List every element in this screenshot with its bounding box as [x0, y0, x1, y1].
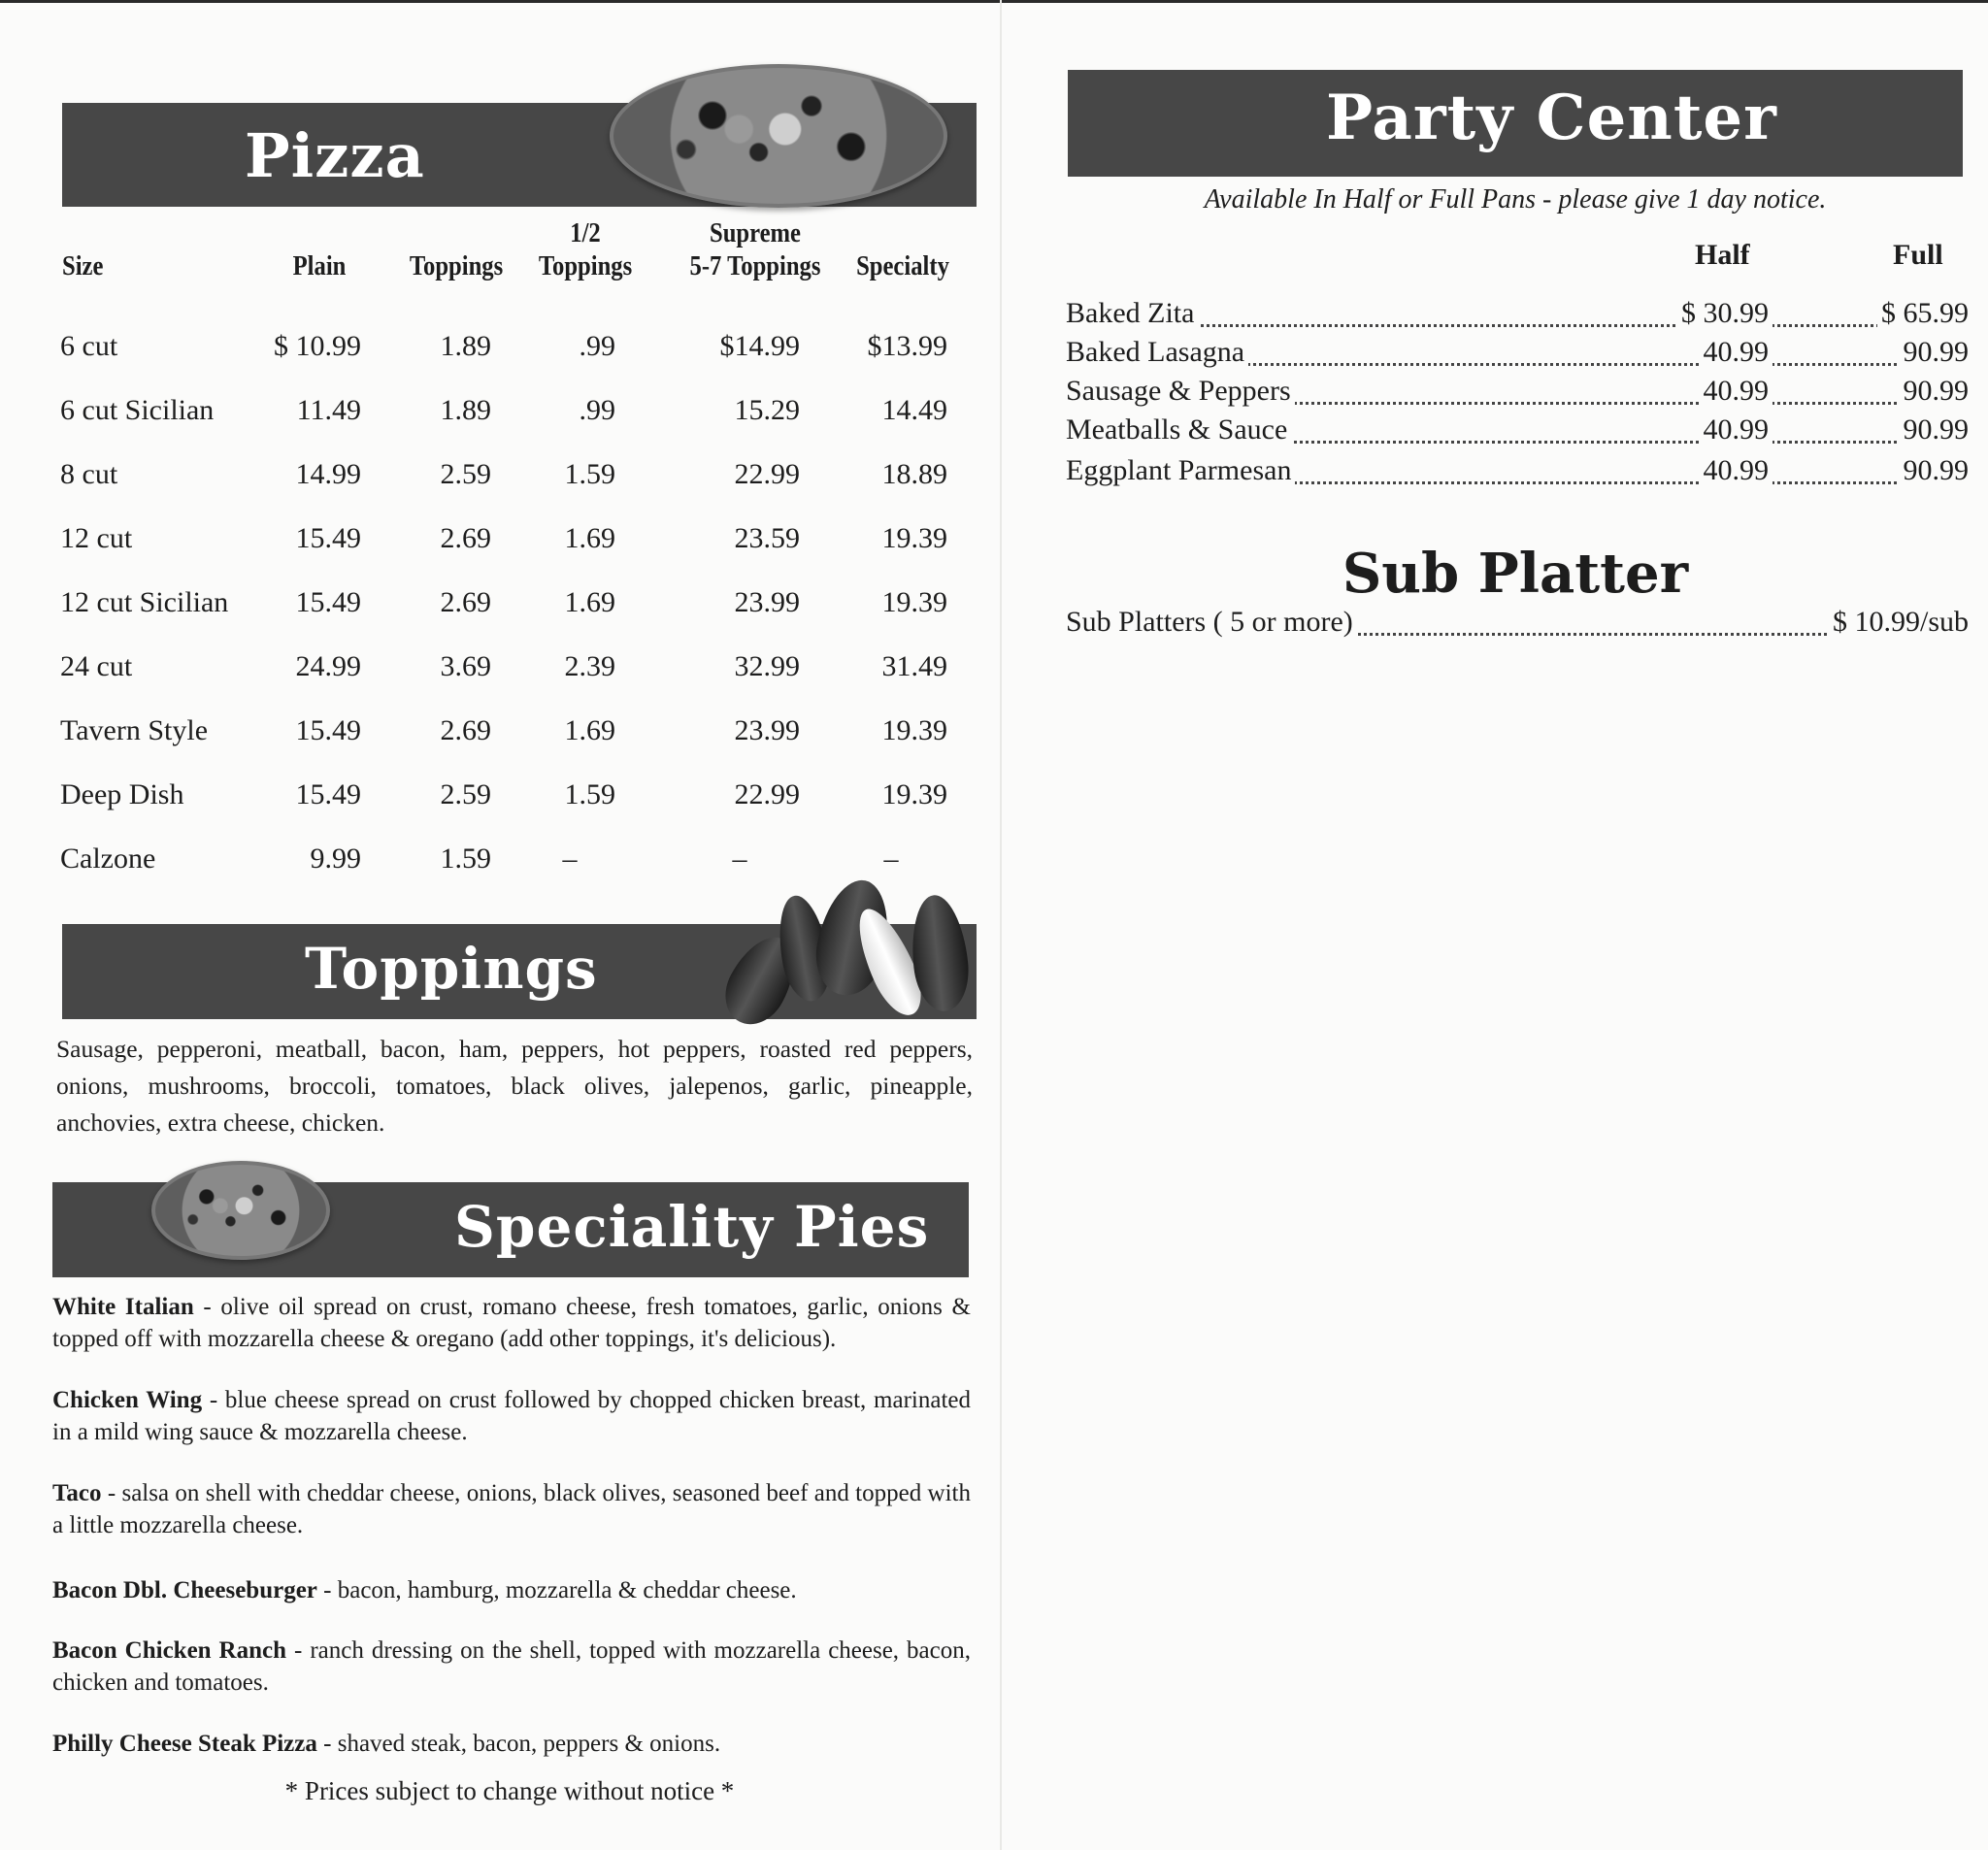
- cell-size: 12 cut: [60, 522, 133, 554]
- cell-plain: $ 10.99: [274, 330, 361, 362]
- sub-platter-title: Sub Platter: [1342, 542, 1689, 606]
- cell-toppings: 2.59: [440, 778, 491, 810]
- pie-bacon-chicken-ranch: [52, 1635, 971, 1699]
- party-item-full-price: 90.99: [1900, 375, 1970, 408]
- party-item-eggplant-parmesan: [1066, 454, 1969, 493]
- cell-size: Tavern Style: [60, 714, 209, 746]
- col-head-plain: Plain: [292, 251, 347, 281]
- party-item-half-price: 40.99: [1700, 454, 1773, 487]
- menu-fold: [1000, 0, 1002, 1850]
- speciality-pizza-icon: [151, 1161, 330, 1260]
- party-item-name: Baked Zita: [1066, 297, 1198, 330]
- pie-desc: - blue cheese spread on crust followed by chopped chicken breast, marinated in a mild wing sauce & mozzarella cheese.: [52, 1387, 971, 1445]
- pizza-title: Pizza: [245, 120, 425, 191]
- pizza-photo-icon: [610, 64, 947, 208]
- cell-plain: 15.49: [295, 522, 361, 554]
- party-item-full-price: 90.99: [1900, 413, 1970, 446]
- speciality-title: Speciality Pies: [454, 1194, 930, 1260]
- cell-size: 12 cut Sicilian: [60, 586, 229, 618]
- pie-desc: - shaved steak, bacon, peppers & onions.: [316, 1731, 721, 1757]
- cell-plain: 9.99: [310, 842, 361, 875]
- cell-supreme: 23.59: [734, 522, 800, 554]
- party-col-half: Half: [1695, 239, 1750, 271]
- cell-half-toppings: .99: [579, 394, 615, 426]
- cell-supreme: 22.99: [734, 778, 800, 810]
- page-top-edge: [0, 0, 1988, 3]
- pie-name: Philly Cheese Steak Pizza: [52, 1731, 317, 1757]
- col-head-half-toppings-line1: 1/2: [570, 218, 601, 248]
- peppers-photo-icon: [722, 875, 982, 1029]
- cell-specialty: 19.39: [881, 522, 947, 554]
- party-item-full-price: $ 65.99: [1877, 297, 1969, 330]
- party-item-half-price: $ 30.99: [1677, 297, 1773, 330]
- pie-white-italian: [52, 1291, 971, 1355]
- cell-half-toppings: 1.69: [564, 522, 615, 554]
- party-item-half-price: 40.99: [1700, 336, 1773, 369]
- party-item-name: Sausage & Peppers: [1066, 375, 1295, 408]
- cell-toppings: 1.89: [440, 394, 491, 426]
- cell-half-toppings: 1.69: [564, 586, 615, 618]
- pie-name: Chicken Wing: [52, 1387, 203, 1413]
- cell-half-toppings: 1.59: [564, 458, 615, 490]
- pie-desc: - salsa on shell with cheddar cheese, onions, black olives, seasoned beef and topped with a little mozzarella cheese.: [52, 1480, 971, 1538]
- party-col-full: Full: [1893, 239, 1943, 271]
- party-center-title: Party Center: [1326, 82, 1777, 154]
- col-head-half-toppings-line2: Toppings: [538, 251, 633, 281]
- col-head-specialty: Specialty: [856, 251, 949, 281]
- party-item-half-price: 40.99: [1700, 375, 1773, 408]
- party-center-note: Available In Half or Full Pans - please give 1 day notice.: [1204, 184, 1827, 215]
- sub-platter-name: Sub Platters ( 5 or more): [1066, 606, 1357, 639]
- cell-plain: 15.49: [295, 714, 361, 746]
- cell-supreme: 22.99: [734, 458, 800, 490]
- cell-half-toppings: 2.39: [564, 650, 615, 682]
- party-item-name: Eggplant Parmesan: [1066, 454, 1295, 487]
- party-item-baked-lasagna: [1066, 336, 1969, 375]
- cell-supreme: 23.99: [734, 586, 800, 618]
- cell-toppings: 2.69: [440, 522, 491, 554]
- party-item-name: Baked Lasagna: [1066, 336, 1248, 369]
- cell-supreme: –: [732, 842, 747, 875]
- cell-specialty: 31.49: [881, 650, 947, 682]
- cell-specialty: 14.49: [881, 394, 947, 426]
- cell-size: Calzone: [60, 842, 156, 875]
- cell-size: 6 cut: [60, 330, 118, 362]
- cell-supreme: 15.29: [734, 394, 800, 426]
- party-center-header-band: [1068, 70, 1963, 177]
- cell-specialty: $13.99: [867, 330, 947, 362]
- toppings-title: Toppings: [305, 936, 598, 1002]
- toppings-list: Sausage, pepperoni, meatball, bacon, ham, peppers, hot peppers, roasted red peppers, onions, mushrooms, broccoli, tomatoes, black olives, jalepenos, garlic, pineapple, anchovies, extra cheese, chicken.: [56, 1035, 973, 1137]
- pie-desc: - olive oil spread on crust, romano cheese, fresh tomatoes, garlic, onions & topped off with mozzarella cheese & oregano (add other toppings, it's delicious).: [52, 1294, 972, 1352]
- cell-specialty: 19.39: [881, 778, 947, 810]
- cell-supreme: 23.99: [734, 714, 800, 746]
- col-head-toppings: Toppings: [409, 251, 504, 281]
- cell-supreme: 32.99: [734, 650, 800, 682]
- pie-bacon-dbl-cheeseburger: [52, 1574, 971, 1606]
- pie-name: Bacon Dbl. Cheeseburger: [52, 1577, 317, 1603]
- cell-toppings: 2.59: [440, 458, 491, 490]
- cell-specialty: 19.39: [881, 714, 947, 746]
- party-item-meatballs-sauce: [1066, 413, 1969, 452]
- party-item-full-price: 90.99: [1900, 454, 1970, 487]
- cell-plain: 14.99: [295, 458, 361, 490]
- party-item-sausage-peppers: [1066, 375, 1969, 413]
- cell-specialty: 19.39: [881, 586, 947, 618]
- cell-half-toppings: 1.59: [564, 778, 615, 810]
- pie-taco: [52, 1477, 971, 1541]
- cell-plain: 11.49: [296, 394, 361, 426]
- pie-name: Taco: [52, 1480, 102, 1506]
- cell-half-toppings: –: [562, 842, 578, 875]
- col-head-size: Size: [62, 251, 104, 281]
- sub-platter-item: [1066, 606, 1969, 644]
- cell-toppings: 2.69: [440, 714, 491, 746]
- cell-size: Deep Dish: [60, 778, 184, 810]
- cell-size: 6 cut Sicilian: [60, 394, 215, 426]
- cell-plain: 15.49: [295, 778, 361, 810]
- cell-specialty: 18.89: [881, 458, 947, 490]
- party-item-full-price: 90.99: [1900, 336, 1970, 369]
- party-item-half-price: 40.99: [1700, 413, 1773, 446]
- cell-toppings: 1.89: [440, 330, 491, 362]
- cell-toppings: 1.59: [440, 842, 491, 875]
- pie-desc: - bacon, hamburg, mozzarella & cheddar cheese.: [316, 1577, 797, 1603]
- col-head-supreme-line1: Supreme: [709, 218, 801, 248]
- cell-toppings: 3.69: [440, 650, 491, 682]
- sub-platter-price: $ 10.99/sub: [1829, 606, 1969, 639]
- price-change-note: * Prices subject to change without notice *: [284, 1776, 735, 1805]
- col-head-supreme-line2: 5-7 Toppings: [689, 251, 821, 281]
- cell-half-toppings: 1.69: [564, 714, 615, 746]
- cell-plain: 24.99: [295, 650, 361, 682]
- cell-toppings: 2.69: [440, 586, 491, 618]
- cell-size: 8 cut: [60, 458, 118, 490]
- party-item-name: Meatballs & Sauce: [1066, 413, 1291, 446]
- pie-chicken-wing: [52, 1384, 971, 1448]
- party-item-baked-zita: [1066, 297, 1969, 336]
- pie-name: White Italian: [52, 1294, 194, 1320]
- cell-size: 24 cut: [60, 650, 133, 682]
- cell-plain: 15.49: [295, 586, 361, 618]
- cell-half-toppings: .99: [579, 330, 615, 362]
- pie-name: Bacon Chicken Ranch: [52, 1637, 287, 1664]
- cell-specialty: –: [883, 842, 899, 875]
- pie-desc: - ranch dressing on the shell, topped with mozzarella cheese, bacon, chicken and tomatoes.: [52, 1637, 971, 1696]
- cell-supreme: $14.99: [719, 330, 800, 362]
- pie-philly-cheese-steak: [52, 1728, 971, 1760]
